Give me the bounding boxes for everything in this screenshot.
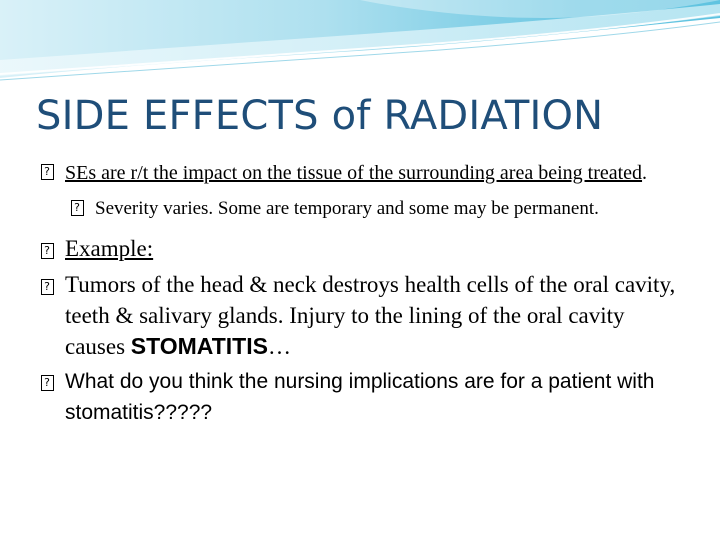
example-label: Example: — [65, 236, 154, 261]
header-wave-decoration — [0, 0, 720, 90]
bullet-point-example — [30, 233, 690, 264]
slide-title: SIDE EFFECTS of RADIATION — [36, 93, 604, 139]
tumors-tail: … — [267, 334, 291, 359]
missing-glyph-box-icon — [34, 275, 60, 298]
missing-glyph-box-icon — [34, 372, 60, 393]
missing-glyph-box-icon — [64, 198, 90, 217]
bullet-point-ses-impact — [30, 158, 690, 189]
slide-body — [30, 158, 690, 428]
missing-glyph-box-icon — [34, 162, 60, 182]
ses-impact-tail: . — [642, 162, 648, 184]
bullet-point-tumors — [30, 269, 690, 362]
question-text: What do you think the nursing implications are for a patient with stomatitis????? — [65, 370, 655, 424]
missing-glyph-box-icon — [34, 239, 60, 262]
bullet-point-question — [30, 366, 690, 428]
tumors-text: Tumors of the head & neck destroys health cells of the oral cavity, teeth & salivary glands. Injury to the lining of the oral cavity causes — [65, 272, 676, 359]
sub-bullet-severity — [30, 194, 690, 223]
severity-text: Severity varies. Some are temporary and some may be permanent. — [95, 198, 599, 219]
ses-impact-underlined-text: SEs are r/t the impact on the tissue of the surrounding area being treated — [65, 162, 643, 184]
stomatitis-emphasis: STOMATITIS — [130, 333, 268, 359]
